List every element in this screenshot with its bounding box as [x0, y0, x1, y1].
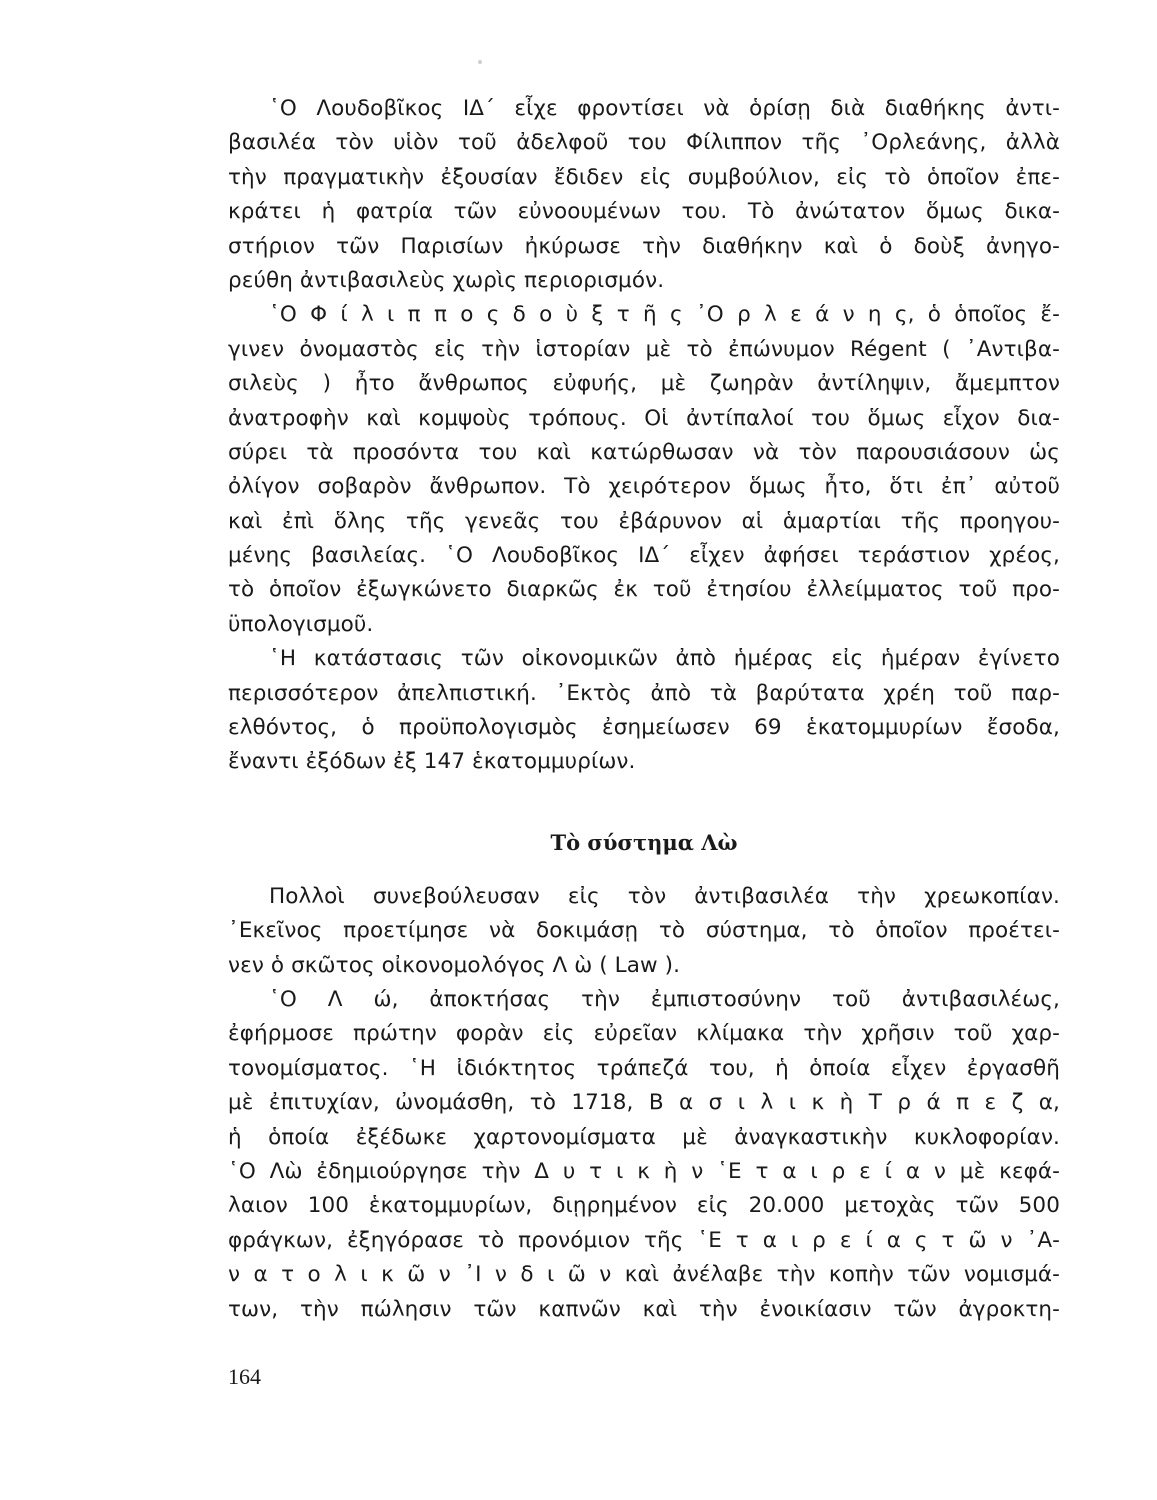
text-line: ῾Ο Φ ί λ ι π π ο ς δ ο ὺ ξ τ ῆ ς ᾿Ο ρ λ ε ά ν η ς, ὁ ὁποῖος ἔ- [269, 302, 1060, 328]
paragraph-3 [228, 642, 1060, 780]
text-line: ῾Ο Λουδοβῖκος ΙΔ΄ εἶχε φροντίσει νὰ ὁρίσῃ διὰ διαθήκης ἀντι- [269, 96, 1060, 121]
text-line: ῾Ο Λὼ ἐδημιούργησε τὴν Δ υ τ ι κ ὴ ν ῾Ε τ α ι ρ ε ί α ν μὲ κεφά- [228, 1158, 1060, 1184]
text-line: τὴν πραγματικὴν ἐξουσίαν ἔδιδεν εἰς συμβούλιον, εἰς τὸ ὁποῖον ἐπε- [228, 164, 1060, 190]
text-line: γινεν ὀνομαστὸς εἰς τὴν ἱστορίαν μὲ τὸ ἐπώνυμον Régent ( ᾿Αντιβα- [228, 336, 1060, 362]
text-line: ᾿Εκεῖνος προετίμησε νὰ δοκιμάσῃ τὸ σύστημα, τὸ ὁποῖον προέτει- [228, 918, 1060, 944]
text-line: βασιλέα τὸν υἱὸν τοῦ ἀδελφοῦ του Φίλιππον τῆς ᾿Ορλεάνης, ἀλλὰ [228, 130, 1060, 156]
text-line: σιλεὺς ) ἦτο ἄνθρωπος εὐφυής, μὲ ζωηρὰν ἀντίληψιν, ἄμεμπτον [228, 371, 1060, 397]
text-line: ἀνατροφὴν καὶ κομψοὺς τρόπους. Οἱ ἀντίπαλοί του ὅμως εἶχον δια- [228, 405, 1060, 431]
spacer [228, 860, 1060, 880]
text-line: Πολλοὶ συνεβούλευσαν εἰς τὸν ἀντιβασιλέα τὴν χρεωκοπίαν. [269, 883, 1060, 909]
paragraph-2 [228, 298, 1060, 642]
text-line: των, τὴν πώλησιν τῶν καπνῶν καὶ τὴν ἐνοικίασιν τῶν ἀγροκτη- [228, 1296, 1060, 1322]
text-line: ἡ ὁποία ἐξέδωκε χαρτονομίσματα μὲ ἀναγκαστικὴν κυκλοφορίαν. [228, 1124, 1060, 1150]
paper-speck [478, 60, 482, 64]
text-line: λαιον 100 ἑκατομμυρίων, διῃρημένον εἰς 20.000 μετοχὰς τῶν 500 [228, 1193, 1060, 1219]
text-line: ρεύθη ἀντιβασιλεὺς χωρὶς περιορισμόν. [228, 267, 665, 293]
text-line: ῾Ο Λ ώ, ἀποκτήσας τὴν ἐμπιστοσύνην τοῦ ἀντιβασιλέως, [269, 986, 1060, 1012]
text-line: κράτει ἡ φατρία τῶν εὐνοουμένων του. Τὸ ἀνώτατον ὅμως δικα- [228, 199, 1060, 225]
text-line: τονομίσματος. ῾Η ἰδιόκτητος τράπεζά του, ἡ ὁποία εἶχεν ἐργασθῆ [228, 1055, 1060, 1081]
text-line: μένης βασιλείας. ῾Ο Λουδοβῖκος ΙΔ΄ εἶχεν ἀφήσει τεράστιον χρέος, [228, 543, 1060, 569]
text-line: μὲ ἐπιτυχίαν, ὠνομάσθη, τὸ 1718, Β α σ ι λ ι κ ὴ Τ ρ ά π ε ζ α, [228, 1090, 1060, 1116]
text-line: ῾Η κατάστασις τῶν οἰκονομικῶν ἀπὸ ἡμέρας εἰς ἡμέραν ἐγίνετο [269, 646, 1060, 672]
section-heading: Τὸ σύστημα Λὼ [550, 829, 738, 855]
text-line: νεν ὁ σκῶτος οἰκονομολόγος Λ ὼ ( Law ). [228, 952, 681, 978]
text-line: ὀλίγον σοβαρὸν ἄνθρωπον. Τὸ χειρότερον ὅμως ἦτο, ὅτι ἐπ᾿ αὐτοῦ [228, 474, 1060, 500]
text-line: ελθόντος, ὁ προϋπολογισμὸς ἐσημείωσεν 69 ἑκατομμυρίων ἔσοδα, [228, 715, 1060, 741]
text-line: σύρει τὰ προσόντα του καὶ κατώρθωσαν νὰ τὸν παρουσιάσουν ὡς [228, 439, 1060, 465]
text-line: ϋπολογισμοῦ. [228, 611, 374, 637]
paragraph-4 [228, 880, 1060, 983]
paragraph-5 [228, 983, 1060, 1327]
page-body [228, 92, 1060, 1327]
text-line: στήριον τῶν Παρισίων ἠκύρωσε τὴν διαθήκην καὶ ὁ δοὺξ ἀνηγο- [228, 233, 1060, 259]
text-line: ν α τ ο λ ι κ ῶ ν ᾿Ι ν δ ι ῶ ν καὶ ἀνέλαβε τὴν κοπὴν τῶν νομισμά- [228, 1262, 1060, 1288]
page-number: 164 [228, 1364, 261, 1389]
text-line: ἔναντι ἐξόδων ἐξ 147 ἑκατομμυρίων. [228, 749, 636, 775]
paragraph-1 [228, 92, 1060, 298]
text-line: ἐφήρμοσε πρώτην φορὰν εἰς εὐρεῖαν κλίμακα τὴν χρῆσιν τοῦ χαρ- [228, 1021, 1060, 1047]
spacer [228, 780, 1060, 814]
text-line: καὶ ἐπὶ ὅλης τῆς γενεᾶς του ἐβάρυνον αἱ ἁμαρτίαι τῆς προηγου- [228, 508, 1060, 534]
text-line: περισσότερον ἀπελπιστική. ᾿Εκτὸς ἀπὸ τὰ βαρύτατα χρέη τοῦ παρ- [228, 680, 1060, 706]
text-line: τὸ ὁποῖον ἐξωγκώνετο διαρκῶς ἐκ τοῦ ἐτησίου ἐλλείμματος τοῦ προ- [228, 577, 1060, 603]
text-line: φράγκων, ἐξηγόρασε τὸ προνόμιον τῆς ῾Ε τ α ι ρ ε ί α ς τ ῶ ν ᾿Α- [228, 1227, 1060, 1253]
